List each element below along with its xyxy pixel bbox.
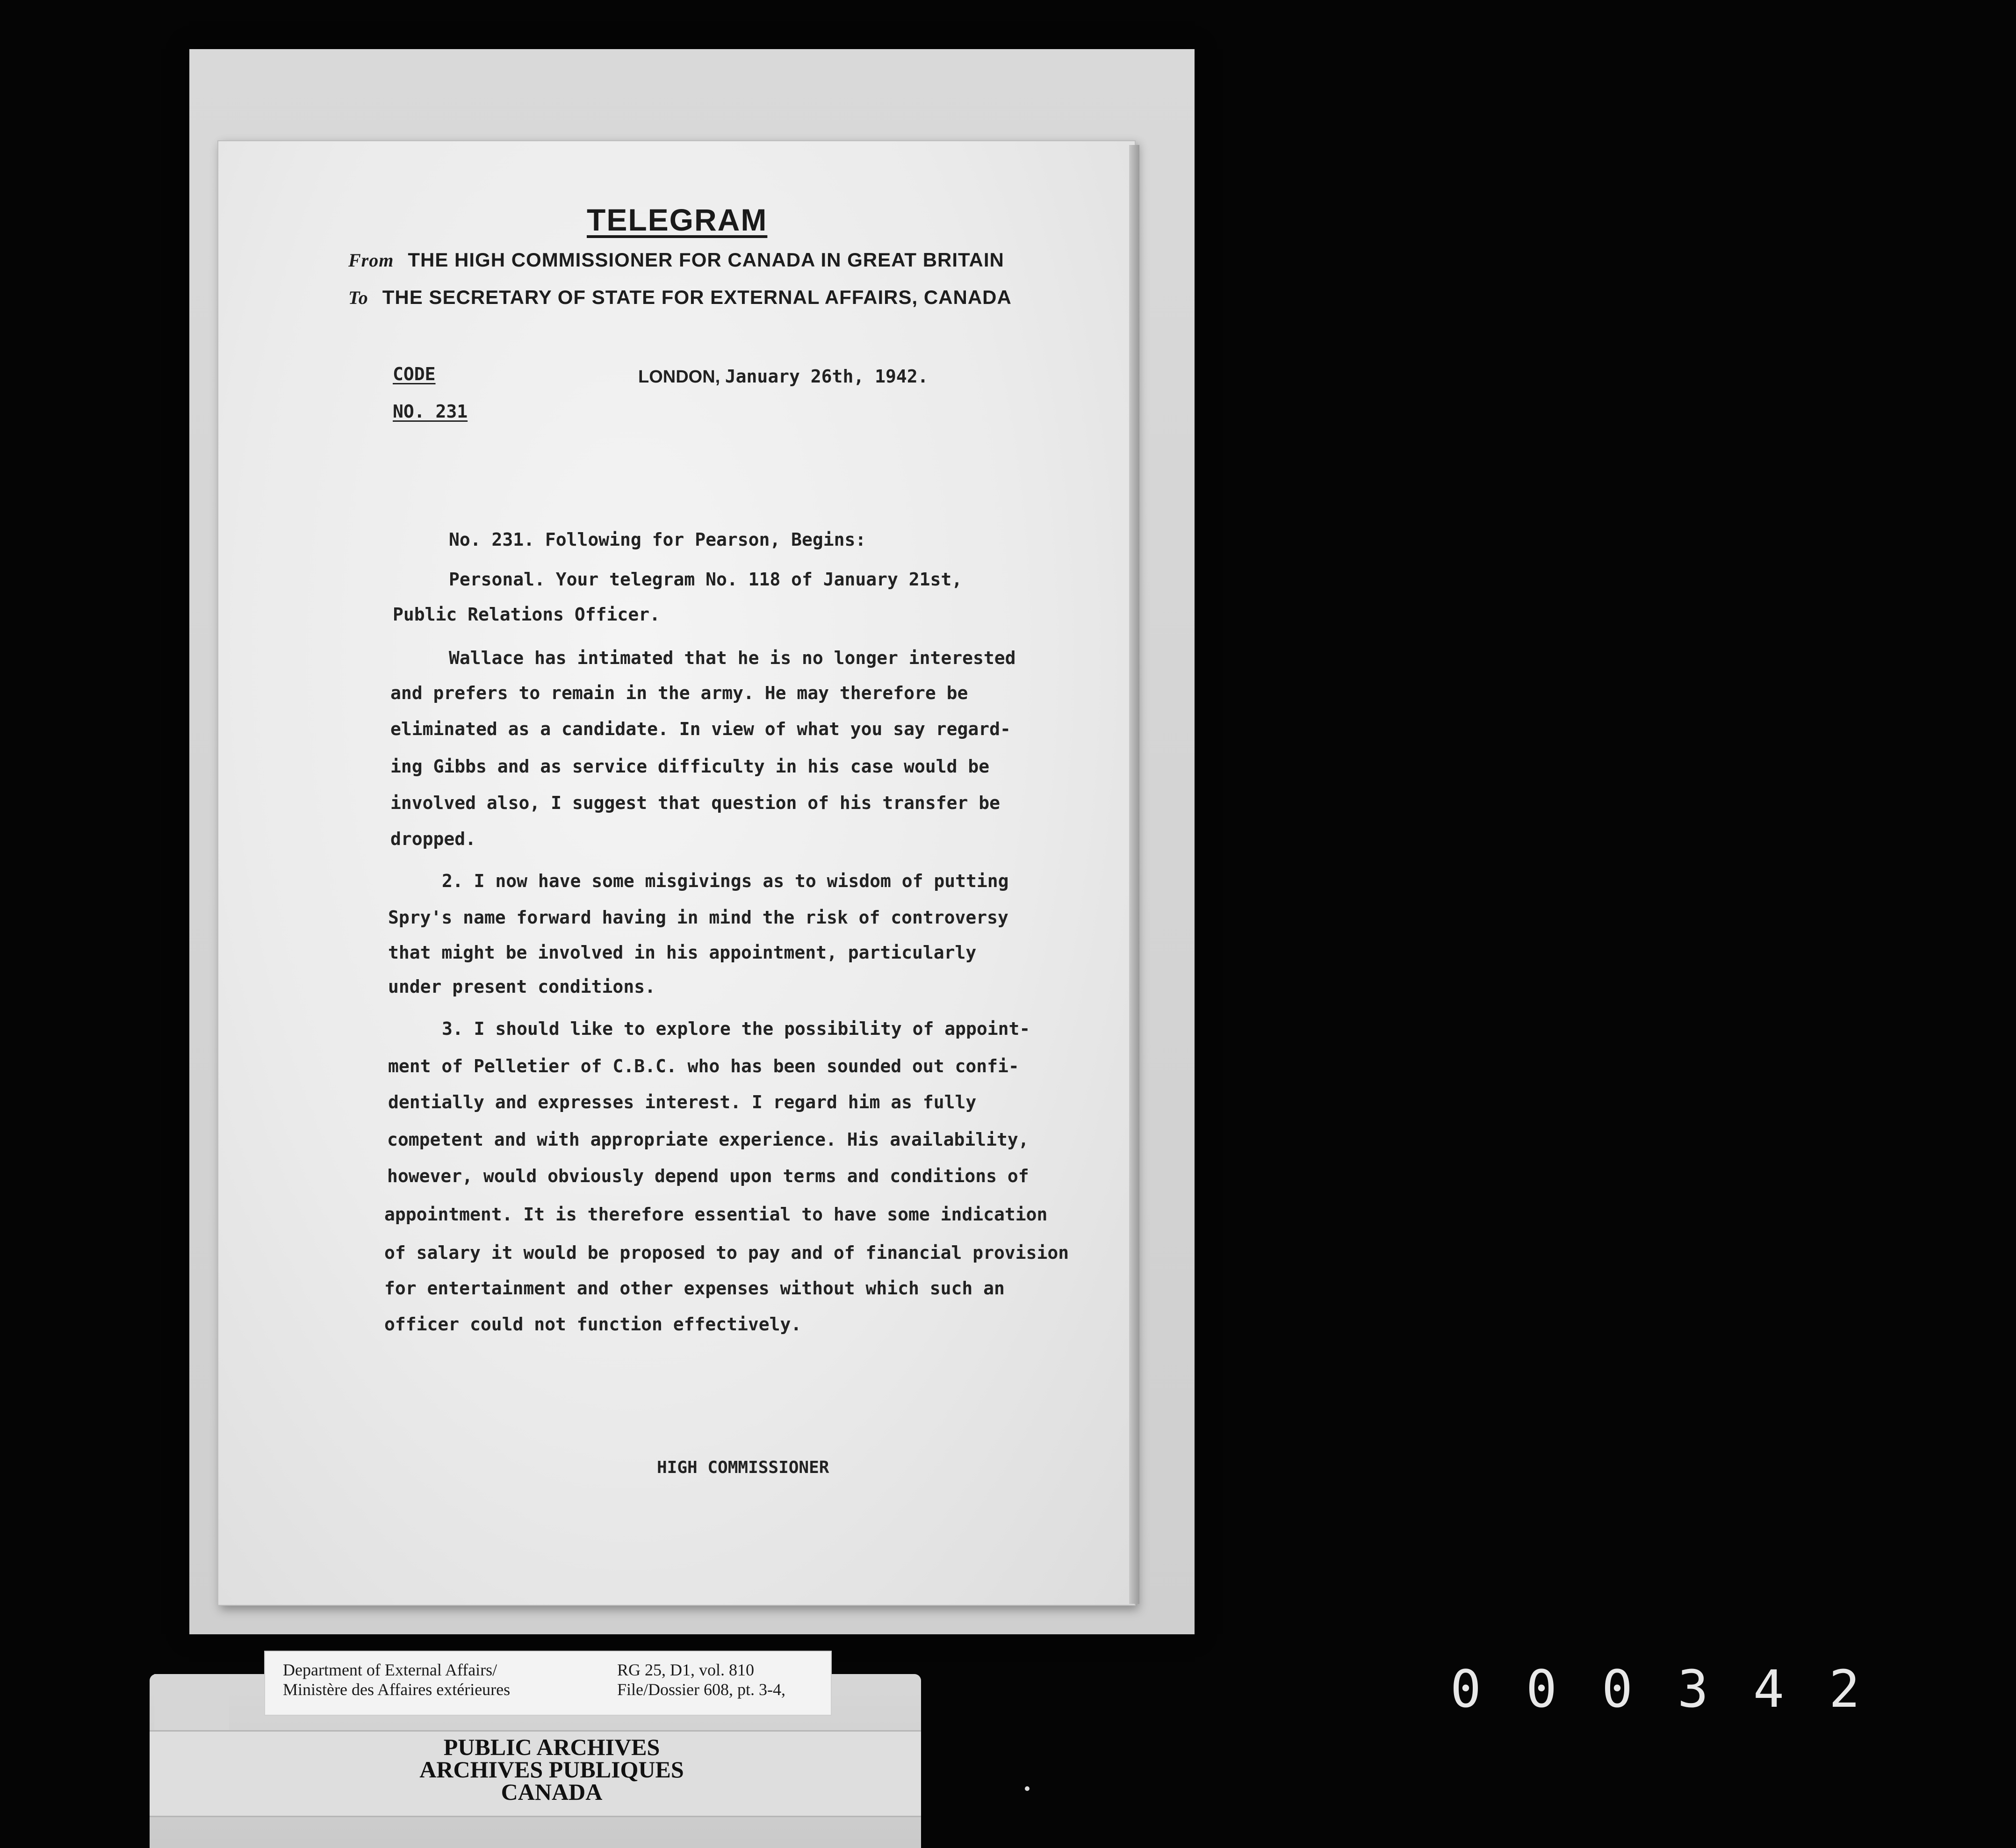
place-date bbox=[638, 366, 928, 387]
body-line: Public Relations Officer. bbox=[393, 604, 660, 625]
telegram-number: NO. 231 bbox=[393, 401, 468, 422]
frame-digit: 0 bbox=[1526, 1659, 1557, 1719]
frame-digit: 3 bbox=[1677, 1659, 1709, 1719]
frame-digit: 2 bbox=[1829, 1659, 1860, 1719]
body-line: and prefers to remain in the army. He may therefore be bbox=[390, 683, 968, 703]
to-label: To bbox=[348, 287, 368, 308]
telegram-title: TELEGRAM bbox=[587, 202, 768, 237]
code-label: CODE bbox=[393, 364, 436, 384]
body-line: 3. I should like to explore the possibility of appoint- bbox=[442, 1018, 1030, 1039]
place: LONDON, bbox=[638, 367, 720, 387]
body-line: ing Gibbs and as service difficulty in his case would be bbox=[390, 756, 990, 777]
body-line: officer could not function effectively. bbox=[384, 1314, 802, 1335]
file-dossier: File/Dossier 608, pt. 3-4, bbox=[617, 1680, 785, 1699]
body-line: appointment. It is therefore essential to have some indication bbox=[384, 1204, 1048, 1225]
body-line: 2. I now have some misgivings as to wisdom of putting bbox=[442, 871, 1009, 891]
sheet-edge bbox=[1129, 145, 1139, 1604]
archives-line-2: ARCHIVES PUBLIQUES bbox=[419, 1756, 684, 1783]
from-text: THE HIGH COMMISSIONER FOR CANADA IN GREAT BRITAIN bbox=[408, 249, 1004, 271]
frame-digit: 0 bbox=[1450, 1659, 1482, 1719]
body-line: No. 231. Following for Pearson, Begins: bbox=[449, 529, 866, 550]
archives-line-3: CANADA bbox=[501, 1779, 603, 1805]
to-text: THE SECRETARY OF STATE FOR EXTERNAL AFFAIRS, CANADA bbox=[382, 286, 1012, 308]
dept-en: Department of External Affairs/ bbox=[283, 1660, 497, 1679]
from-line bbox=[348, 249, 1004, 271]
body-line: competent and with appropriate experience. His availability, bbox=[387, 1129, 1029, 1150]
body-line: Spry's name forward having in mind the risk of controversy bbox=[388, 907, 1008, 928]
body-line: dropped. bbox=[390, 829, 476, 849]
body-line: that might be involved in his appointment, particularly bbox=[388, 942, 977, 963]
archives-stamp bbox=[388, 1736, 715, 1803]
frame-number bbox=[1449, 1659, 1861, 1719]
date: January 26th, 1942. bbox=[725, 366, 929, 387]
body-line: involved also, I suggest that question of his transfer be bbox=[390, 793, 1001, 813]
body-line: Personal. Your telegram No. 118 of January 21st, bbox=[449, 569, 963, 590]
archives-line-1: PUBLIC ARCHIVES bbox=[443, 1734, 660, 1760]
frame-digit: 4 bbox=[1753, 1659, 1785, 1719]
from-label: From bbox=[348, 250, 394, 271]
body-line: for entertainment and other expenses without which such an bbox=[384, 1278, 1005, 1299]
body-line: of salary it would be proposed to pay and of financial provision bbox=[384, 1242, 1069, 1263]
signature: HIGH COMMISSIONER bbox=[657, 1458, 829, 1477]
record-group: RG 25, D1, vol. 810 bbox=[617, 1660, 755, 1679]
body-line: under present conditions. bbox=[388, 976, 655, 997]
body-line: Wallace has intimated that he is no longer interested bbox=[449, 648, 1016, 668]
frame-digit: 0 bbox=[1601, 1659, 1633, 1719]
body-line: dentially and expresses interest. I regard him as fully bbox=[388, 1092, 977, 1112]
to-line bbox=[348, 286, 1012, 309]
film-speck bbox=[1025, 1786, 1030, 1791]
body-line: however, would obviously depend upon terms and conditions of bbox=[387, 1166, 1029, 1186]
dept-fr: Ministère des Affaires extérieures bbox=[283, 1680, 511, 1699]
body-line: eliminated as a candidate. In view of what you say regard- bbox=[390, 719, 1011, 739]
tray-notch bbox=[154, 1674, 229, 1735]
body-line: ment of Pelletier of C.B.C. who has been sounded out confi- bbox=[388, 1056, 1019, 1076]
